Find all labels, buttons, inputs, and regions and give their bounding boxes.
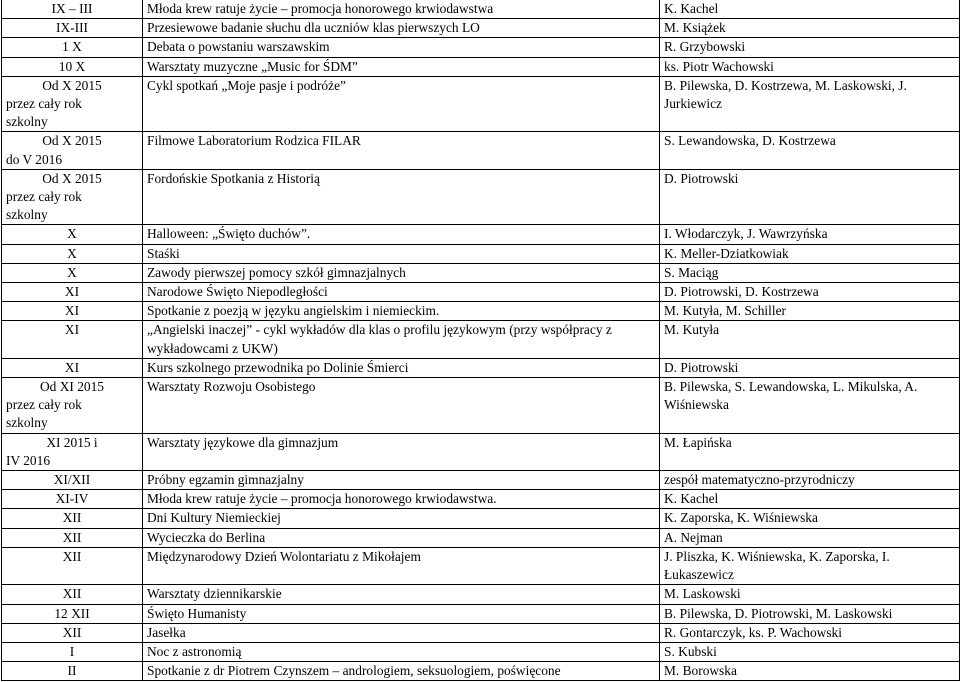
responsible-cell: I. Włodarczyk, J. Wawrzyńska [660,225,960,244]
date-cell [2,378,143,434]
event-cell: Warsztaty muzyczne „Music for ŚDM” [143,57,660,76]
responsible-cell: M. Łapińska [660,433,960,470]
responsible-cell: S. Kubski [660,642,960,661]
responsible-cell: M. Książek [660,19,960,38]
date-line: X [67,264,77,280]
date-cell [2,57,143,76]
date-cell [2,642,143,661]
table-row [2,244,960,263]
event-cell: Warsztaty językowe dla gimnazjum [143,433,660,470]
table-row [2,528,960,547]
event-cell: Młoda krew ratuje życie – promocja honorowego krwiodawstwa. [143,490,660,509]
event-cell: „Angielski inaczej” - cykl wykładów dla klas o profilu językowym (przy współpracy z wykładowcami z UKW) [143,321,660,358]
date-line: XII [62,510,82,526]
schedule-body [2,0,960,681]
date-line: Od X 2015 [42,170,102,186]
date-line: 10 X [58,58,86,74]
table-row [2,471,960,490]
date-line: 12 XII [54,605,90,621]
date-cell [2,132,143,169]
date-line: I [69,643,75,659]
event-cell: Dni Kultury Niemieckiej [143,509,660,528]
responsible-cell: A. Nejman [660,528,960,547]
events-schedule-table [1,0,960,681]
responsible-cell: D. Piotrowski [660,169,960,225]
event-cell: Cykl spotkań „Moje pasje i podróże” [143,76,660,132]
date-line: XII [62,586,82,602]
responsible-cell: K. Kachel [660,490,960,509]
table-row [2,57,960,76]
table-row [2,490,960,509]
date-cell [2,321,143,358]
date-cell [2,263,143,282]
table-row [2,358,960,377]
event-cell: Noc z astronomią [143,642,660,661]
date-cell [2,490,143,509]
date-cell [2,302,143,321]
date-line: XI [64,359,80,375]
date-line: X [67,226,77,242]
table-row [2,585,960,604]
date-line: XII [62,529,82,545]
date-line: XI/XII [53,472,91,488]
table-row [2,662,960,681]
date-cell [2,76,143,132]
table-row [2,132,960,169]
event-cell: Debata o powstaniu warszawskim [143,38,660,57]
event-cell: Przesiewowe badanie słuchu dla uczniów klas pierwszych LO [143,19,660,38]
responsible-cell: K. Kachel [660,0,960,19]
table-row [2,225,960,244]
responsible-cell: B. Pilewska, D. Piotrowski, M. Laskowski [660,604,960,623]
date-cell [2,623,143,642]
date-line: Od X 2015 [42,77,102,93]
event-cell: Filmowe Laboratorium Rodzica FILAR [143,132,660,169]
date-line: X [67,245,77,261]
responsible-cell: B. Pilewska, D. Kostrzewa, M. Laskowski, J. Jurkiewicz [660,76,960,132]
table-row [2,378,960,434]
event-cell: Wycieczka do Berlina [143,528,660,547]
responsible-cell: K. Meller-Dziatkowiak [660,244,960,263]
table-row [2,302,960,321]
date-line: szkolny [6,415,48,431]
date-line: szkolny [6,207,48,223]
date-cell [2,471,143,490]
date-cell [2,169,143,225]
date-line: XI [64,303,80,319]
responsible-cell: M. Kutyła [660,321,960,358]
date-line: Od X 2015 [42,133,102,149]
responsible-cell: R. Grzybowski [660,38,960,57]
responsible-cell: B. Pilewska, S. Lewandowska, L. Mikulska, A. Wiśniewska [660,378,960,434]
responsible-cell: D. Piotrowski [660,358,960,377]
responsible-cell: zespół matematyczno-przyrodniczy [660,471,960,490]
event-cell: Spotkanie z poezją w języku angielskim i niemieckim. [143,302,660,321]
table-row [2,38,960,57]
date-line: do V 2016 [6,151,63,167]
event-cell: Zawody pierwszej pomocy szkół gimnazjalnych [143,263,660,282]
event-cell: Staśki [143,244,660,263]
date-cell [2,528,143,547]
event-cell: Spotkanie z dr Piotrem Czynszem – andrologiem, seksuologiem, poświęcone [143,662,660,681]
table-row [2,169,960,225]
date-line: XI-IV [55,491,89,507]
event-cell: Święto Humanisty [143,604,660,623]
responsible-cell: M. Laskowski [660,585,960,604]
table-row [2,623,960,642]
date-line: XI [64,322,80,338]
table-row [2,433,960,470]
event-cell: Próbny egzamin gimnazjalny [143,471,660,490]
responsible-cell: M. Kutyła, M. Schiller [660,302,960,321]
date-line: XII [62,548,82,564]
date-line: XI [64,284,80,300]
event-cell: Warsztaty dziennikarskie [143,585,660,604]
date-line: II [67,663,77,679]
responsible-cell: ks. Piotr Wachowski [660,57,960,76]
responsible-cell: J. Pliszka, K. Wiśniewska, K. Zaporska, I. Łukaszewicz [660,547,960,584]
event-cell: Fordońskie Spotkania z Historią [143,169,660,225]
date-line: XII [62,624,82,640]
table-row [2,76,960,132]
date-line: przez cały rok [6,96,82,112]
date-line: przez cały rok [6,397,82,413]
responsible-cell: K. Zaporska, K. Wiśniewska [660,509,960,528]
date-cell [2,509,143,528]
date-cell [2,358,143,377]
date-cell [2,585,143,604]
table-row [2,547,960,584]
table-row [2,321,960,358]
date-line: szkolny [6,114,48,130]
date-cell [2,19,143,38]
date-cell [2,0,143,19]
responsible-cell: D. Piotrowski, D. Kostrzewa [660,283,960,302]
event-cell: Halloween: „Święto duchów”. [143,225,660,244]
date-line: IX – III [51,1,93,16]
date-cell [2,547,143,584]
table-row [2,509,960,528]
responsible-cell: S. Maciąg [660,263,960,282]
responsible-cell: S. Lewandowska, D. Kostrzewa [660,132,960,169]
date-line: 1 X [62,39,82,55]
table-row [2,642,960,661]
date-cell [2,283,143,302]
event-cell: Warsztaty Rozwoju Osobistego [143,378,660,434]
date-cell [2,225,143,244]
responsible-cell: R. Gontarczyk, ks. P. Wachowski [660,623,960,642]
responsible-cell: M. Borowska [660,662,960,681]
date-line: przez cały rok [6,189,82,205]
event-cell: Kurs szkolnego przewodnika po Dolinie Śmierci [143,358,660,377]
date-line: Od XI 2015 [40,379,104,395]
table-row [2,0,960,19]
date-cell [2,662,143,681]
date-cell [2,244,143,263]
event-cell: Narodowe Święto Niepodległości [143,283,660,302]
date-cell [2,38,143,57]
date-line: IX-III [56,20,88,36]
date-cell [2,433,143,470]
event-cell: Młoda krew ratuje życie – promocja honorowego krwiodawstwa [143,0,660,19]
table-row [2,263,960,282]
date-line: XI 2015 i [46,434,98,450]
date-cell [2,604,143,623]
date-line: IV 2016 [6,452,51,468]
event-cell: Międzynarodowy Dzień Wolontariatu z Mikołajem [143,547,660,584]
event-cell: Jasełka [143,623,660,642]
table-row [2,604,960,623]
table-row [2,283,960,302]
table-row [2,19,960,38]
